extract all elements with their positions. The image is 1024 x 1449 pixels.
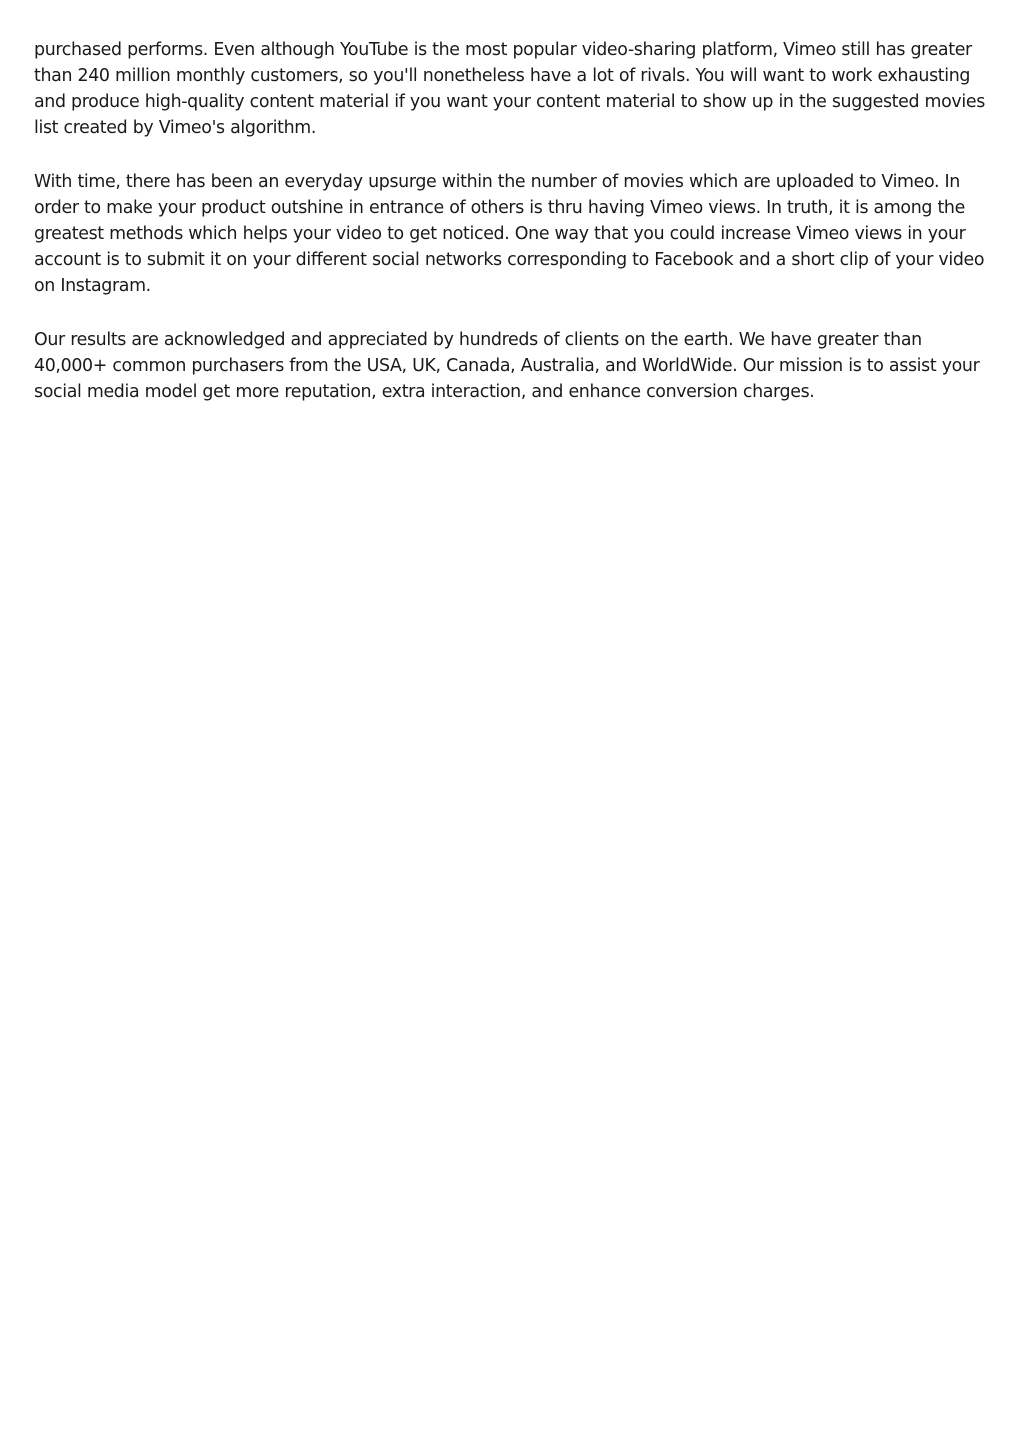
document-page: [34, 37, 990, 433]
paragraph-1: purchased performs. Even although YouTube is the most popular video-sharing platform, Vimeo still has greater than 240 million monthly customers, so you'll nonetheless have a lot of rivals. You will want to work exhausting and produce high-quality content material if you want your content material to show up in the suggested movies list created by Vimeo's algorithm.: [34, 40, 985, 138]
paragraph-2: With time, there has been an everyday upsurge within the number of movies which are uploaded to Vimeo. In order to make your product outshine in entrance of others is thru having Vimeo views. In truth, it is among the greatest methods which helps your video to get noticed. One way that you could increase Vimeo views in your account is to submit it on your different social networks corresponding to Facebook and a short clip of your video on Instagram.: [34, 172, 985, 296]
paragraph-3: Our results are acknowledged and appreciated by hundreds of clients on the earth. We have greater than 40,000+ common purchasers from the USA, UK, Canada, Australia, and WorldWide. Our mission is to assist your social media model get more reputation, extra interaction, and enhance conversion charges.: [34, 330, 980, 402]
